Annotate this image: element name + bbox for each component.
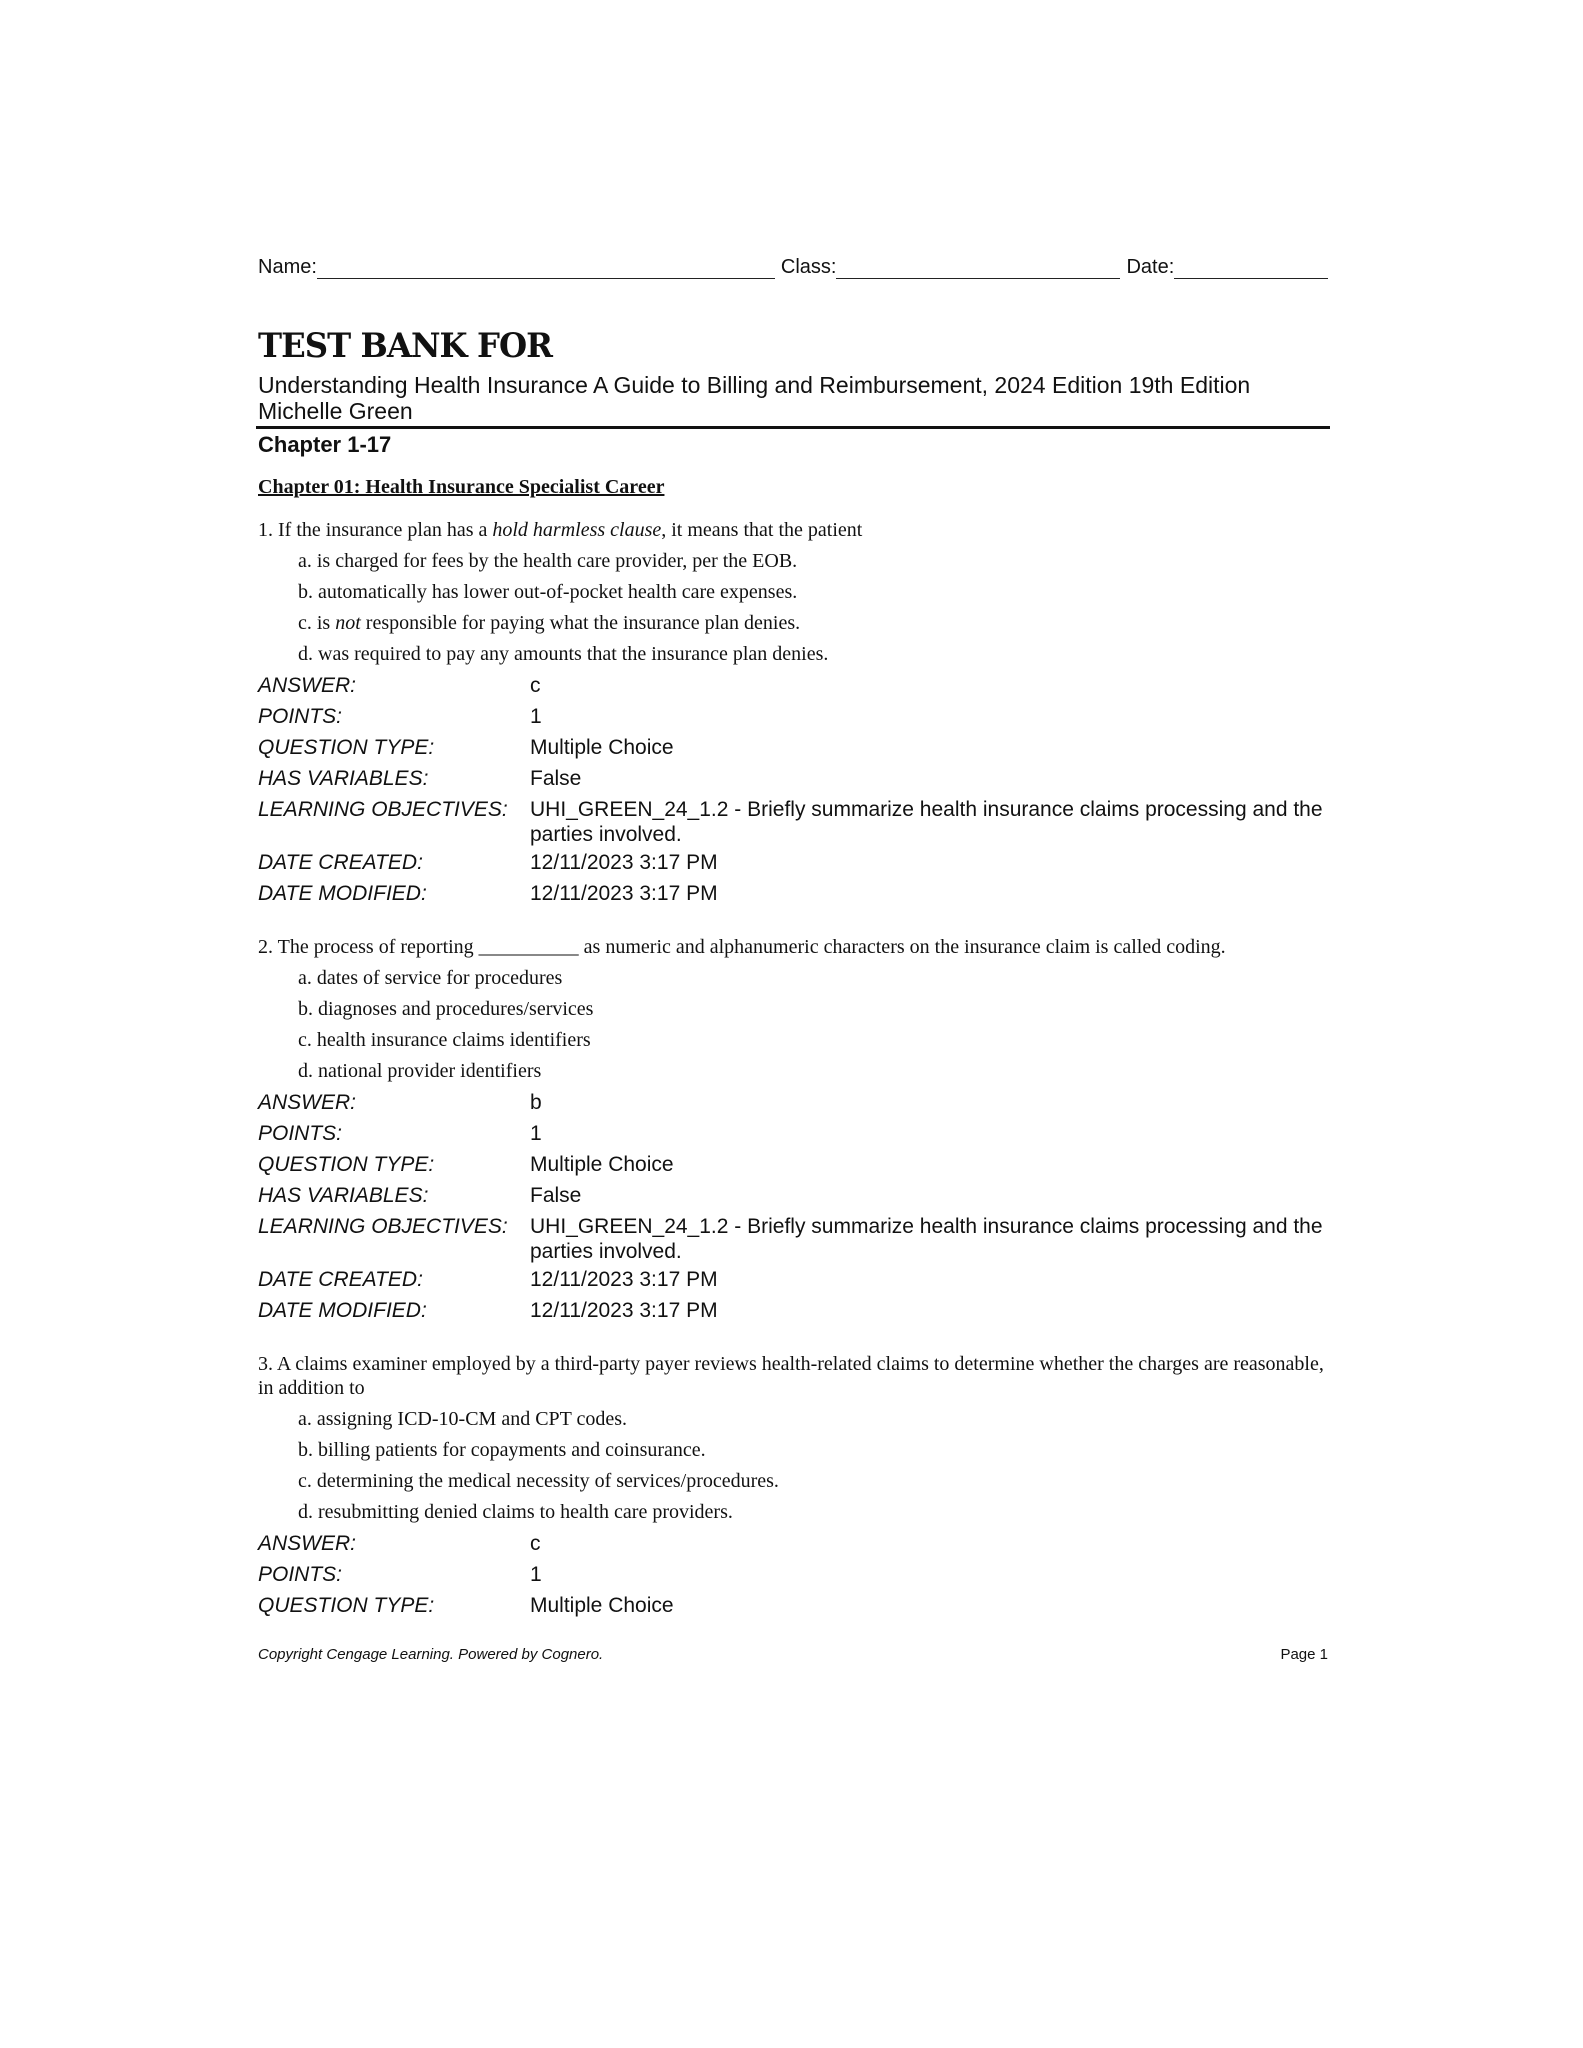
created-row bbox=[258, 1264, 1330, 1295]
copyright: Copyright Cengage Learning. Powered by Cognero. bbox=[258, 1646, 604, 1663]
points-row bbox=[258, 701, 1330, 732]
answer-value: c bbox=[530, 1532, 541, 1555]
hasvars-row bbox=[258, 1180, 1330, 1211]
modified-label: DATE MODIFIED: bbox=[258, 882, 427, 905]
option-b: b. diagnoses and procedures/services bbox=[298, 998, 594, 1020]
class-line bbox=[836, 256, 1120, 279]
qtype-value: Multiple Choice bbox=[530, 1594, 674, 1617]
points-value: 1 bbox=[530, 1563, 542, 1586]
points-label: POINTS: bbox=[258, 1122, 343, 1145]
date-line bbox=[1174, 256, 1328, 279]
qtype-label: QUESTION TYPE: bbox=[258, 736, 435, 759]
qtype-label: QUESTION TYPE: bbox=[258, 1594, 435, 1617]
option-c: c. health insurance claims identifiers bbox=[298, 1029, 591, 1051]
points-label: POINTS: bbox=[258, 705, 343, 728]
chapter-heading: Chapter 01: Health Insurance Specialist Career bbox=[258, 476, 665, 498]
question-text: 3. A claims examiner employed by a third-party payer reviews health-related claims to determine whether the charges are reasonable, in addition to bbox=[258, 1353, 1324, 1399]
class-label: Class: bbox=[780, 256, 837, 278]
created-value: 12/11/2023 3:17 PM bbox=[530, 1268, 718, 1291]
hasvars-row bbox=[258, 763, 1330, 794]
answer-row bbox=[258, 1087, 1330, 1118]
points-row bbox=[258, 1559, 1330, 1590]
lo-value: UHI_GREEN_24_1.2 - Briefly summarize health insurance claims processing and the parties involved. bbox=[530, 798, 1323, 846]
name-label: Name: bbox=[258, 256, 317, 278]
question-1 bbox=[258, 518, 1330, 909]
question-text-pre: 1. If the insurance plan has a bbox=[258, 519, 493, 541]
hasvars-value: False bbox=[530, 1184, 582, 1207]
lo-label: LEARNING OBJECTIVES: bbox=[258, 798, 508, 821]
modified-label: DATE MODIFIED: bbox=[258, 1299, 427, 1322]
option-b: b. billing patients for copayments and coinsurance. bbox=[298, 1439, 706, 1461]
option-b: b. automatically has lower out-of-pocket health care expenses. bbox=[298, 581, 798, 603]
points-value: 1 bbox=[530, 705, 542, 728]
qtype-label: QUESTION TYPE: bbox=[258, 1153, 435, 1176]
name-line bbox=[317, 256, 775, 279]
subtitle: Understanding Health Insurance A Guide to Billing and Reimbursement, 2024 Edition 19th Edition Michelle Green bbox=[258, 372, 1251, 424]
qtype-row bbox=[258, 1590, 1330, 1621]
qtype-value: Multiple Choice bbox=[530, 1153, 674, 1176]
modified-row bbox=[258, 878, 1330, 909]
date-label: Date: bbox=[1126, 256, 1175, 278]
hasvars-value: False bbox=[530, 767, 582, 790]
answer-label: ANSWER: bbox=[258, 1091, 357, 1114]
question-text-post: , it means that the patient bbox=[661, 519, 863, 541]
hasvars-label: HAS VARIABLES: bbox=[258, 767, 429, 790]
created-label: DATE CREATED: bbox=[258, 1268, 423, 1291]
lo-label: LEARNING OBJECTIVES: bbox=[258, 1215, 508, 1238]
modified-value: 12/11/2023 3:17 PM bbox=[530, 1299, 718, 1322]
page-number: Page 1 bbox=[1280, 1646, 1328, 1663]
created-row bbox=[258, 847, 1330, 878]
points-label: POINTS: bbox=[258, 1563, 343, 1586]
lo-row bbox=[258, 794, 1330, 847]
option-d: d. was required to pay any amounts that the insurance plan denies. bbox=[298, 643, 829, 665]
question-3 bbox=[258, 1352, 1330, 1621]
created-value: 12/11/2023 3:17 PM bbox=[530, 851, 718, 874]
points-value: 1 bbox=[530, 1122, 542, 1145]
answer-value: b bbox=[530, 1091, 542, 1114]
question-2 bbox=[258, 935, 1330, 1326]
created-label: DATE CREATED: bbox=[258, 851, 423, 874]
question-text-emphasis: hold harmless clause bbox=[492, 519, 662, 541]
option-a: a. assigning ICD-10-CM and CPT codes. bbox=[298, 1408, 628, 1430]
points-row bbox=[258, 1118, 1330, 1149]
option-d: d. resubmitting denied claims to health care providers. bbox=[298, 1501, 733, 1523]
qtype-value: Multiple Choice bbox=[530, 736, 674, 759]
question-text: 2. The process of reporting __________ as numeric and alphanumeric characters on the insurance claim is called coding. bbox=[258, 936, 1226, 958]
option-a: a. dates of service for procedures bbox=[298, 967, 563, 989]
modified-value: 12/11/2023 3:17 PM bbox=[530, 882, 718, 905]
answer-label: ANSWER: bbox=[258, 674, 357, 697]
answer-row bbox=[258, 1528, 1330, 1559]
title: TEST BANK FOR bbox=[258, 326, 553, 366]
modified-row bbox=[258, 1295, 1330, 1326]
qtype-row bbox=[258, 1149, 1330, 1180]
footer bbox=[258, 1646, 1328, 1663]
header-fields bbox=[258, 256, 1328, 279]
option-c: c. determining the medical necessity of services/procedures. bbox=[298, 1470, 779, 1492]
answer-row bbox=[258, 670, 1330, 701]
option-a: a. is charged for fees by the health care provider, per the EOB. bbox=[298, 550, 798, 572]
option-c: c. is not responsible for paying what the insurance plan denies. bbox=[298, 612, 801, 634]
chapter-range: Chapter 1-17 bbox=[258, 432, 392, 457]
lo-row bbox=[258, 1211, 1330, 1264]
option-d: d. national provider identifiers bbox=[298, 1060, 542, 1082]
hasvars-label: HAS VARIABLES: bbox=[258, 1184, 429, 1207]
divider bbox=[256, 426, 1330, 429]
answer-label: ANSWER: bbox=[258, 1532, 357, 1555]
question-text bbox=[258, 518, 1330, 542]
lo-value: UHI_GREEN_24_1.2 - Briefly summarize health insurance claims processing and the parties involved. bbox=[530, 1215, 1323, 1263]
qtype-row bbox=[258, 732, 1330, 763]
answer-value: c bbox=[530, 674, 541, 697]
